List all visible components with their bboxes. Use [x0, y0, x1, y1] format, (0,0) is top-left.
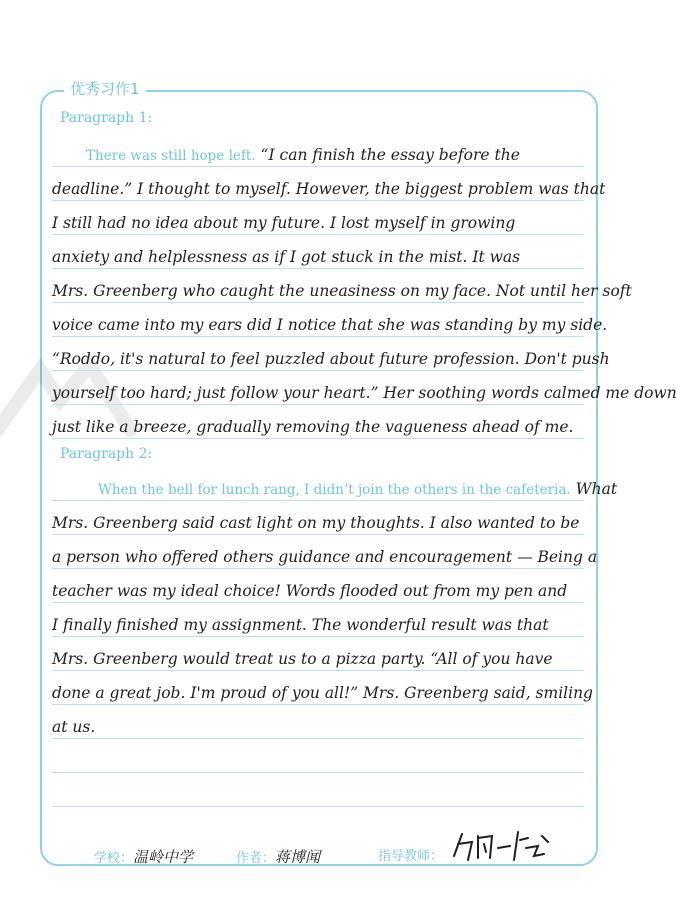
ruled-line [52, 704, 584, 705]
ruled-line [52, 404, 584, 405]
paragraph-1-line: yourself too hard; just follow your heart.” Her soothing words calmed me down [52, 384, 677, 402]
paragraph-1-line: voice came into my ears did I notice that she was standing by my side. [52, 316, 608, 334]
footer-school [94, 842, 193, 872]
teacher-signature [448, 826, 558, 866]
paragraph-2-label: Paragraph 2: [60, 446, 153, 462]
ruled-line [52, 370, 584, 371]
paragraph-2-line: I finally finished my assignment. The wonderful result was that [52, 616, 549, 634]
ruled-line [52, 500, 584, 501]
footer-teacher [378, 842, 443, 872]
ruled-line [52, 534, 584, 535]
school-value: 温岭中学 [133, 848, 194, 866]
author-value: 蒋博闻 [275, 848, 321, 866]
school-label: 学校： [94, 851, 134, 866]
ruled-line [52, 602, 584, 603]
ruled-line [52, 200, 584, 201]
sheet-title: 优秀习作1 [64, 78, 146, 99]
ruled-line [52, 568, 584, 569]
paragraph-1-line: “Roddo, it's natural to feel puzzled about future profession. Don't push [52, 350, 610, 368]
paragraph-1-line: anxiety and helplessness as if I got stuck in the mist. It was [52, 248, 521, 266]
paragraph-2-printed-start: When the bell for lunch rang, I didn’t join the others in the cafeteria. [98, 482, 571, 498]
paragraph-2-line: at us. [52, 718, 96, 736]
ruled-line [52, 438, 584, 439]
paragraph-1-line: I still had no idea about my future. I lost myself in growing [52, 214, 516, 232]
ruled-line [52, 636, 584, 637]
paragraph-2-line: a person who offered others guidance and encouragement — Being a [52, 548, 598, 566]
ruled-line [52, 738, 584, 739]
paragraph-2-line: Mrs. Greenberg said cast light on my thoughts. I also wanted to be [52, 514, 580, 532]
teacher-label: 指导教师： [378, 849, 444, 864]
ruled-line [52, 234, 584, 235]
paragraph-2-line: teacher was my ideal choice! Words flooded out from my pen and [52, 582, 568, 600]
paragraph-1-line: just like a breeze, gradually removing the vagueness ahead of me. [52, 418, 574, 436]
footer-author [236, 842, 320, 872]
handwritten-text: “I can finish the essay before the [260, 146, 520, 164]
ruled-line [52, 302, 584, 303]
ruled-line [52, 166, 584, 167]
ruled-line [52, 268, 584, 269]
paragraph-1-line: deadline.” I thought to myself. However, the biggest problem was that [52, 180, 606, 198]
ruled-line [52, 336, 584, 337]
ruled-line [52, 670, 584, 671]
handwritten-text: What [575, 480, 618, 498]
paragraph-2-line: Mrs. Greenberg would treat us to a pizza party. “All of you have [52, 650, 553, 668]
paragraph-1-line: Mrs. Greenberg who caught the uneasiness on my face. Not until her soft [52, 282, 632, 300]
author-label: 作者： [236, 851, 276, 866]
paragraph-1-printed-start: There was still hope left. [86, 148, 256, 164]
paragraph-1-label: Paragraph 1: [60, 110, 153, 126]
ruled-line [52, 806, 584, 807]
paragraph-2-line: done a great job. I'm proud of you all!” Mrs. Greenberg said, smiling [52, 684, 593, 702]
ruled-line [52, 772, 584, 773]
